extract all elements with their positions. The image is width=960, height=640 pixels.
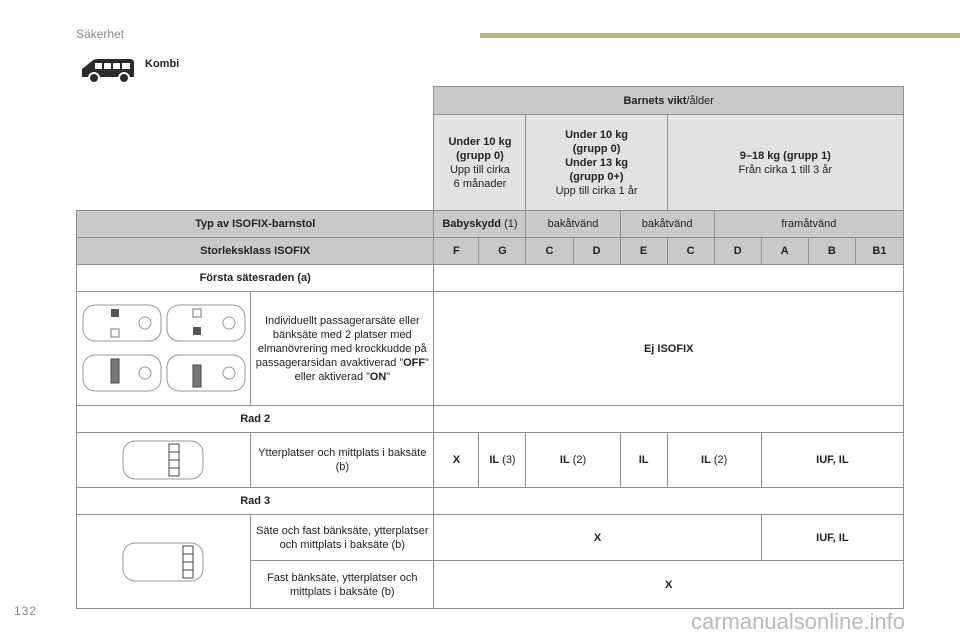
size-class: B1 <box>855 238 903 265</box>
weight-header: Barnets vikt/ålder <box>434 87 904 115</box>
size-class: B <box>808 238 855 265</box>
van-icon <box>80 55 136 85</box>
section-title: Säkerhet <box>76 27 125 41</box>
group-0-header: Under 10 kg (grupp 0) Upp till cirka 6 månader <box>434 115 526 211</box>
size-class: A <box>761 238 808 265</box>
row3-description-a: Säte och fast bänksäte, ytterplatser och mittplats i baksäte (b) <box>251 515 434 561</box>
forward-facing-cell: framåtvänd <box>714 211 903 238</box>
front-seat-diagrams <box>77 292 251 406</box>
car-seat-diagram-icon <box>81 301 247 397</box>
row3-value-a2: IUF, IL <box>761 515 903 561</box>
row3-seat-diagram <box>77 515 251 609</box>
variant-label: Kombi <box>145 58 180 70</box>
rear-facing-cell-1: bakåtvänd <box>526 211 620 238</box>
size-class: C <box>667 238 714 265</box>
row2-description: Ytterplatser och mittplats i baksäte (b) <box>251 433 434 488</box>
row2-seat-diagram <box>77 433 251 488</box>
row1-description: Individuellt passagerarsäte eller bänksäte med 2 platser med elmanövrering med krockkudde på passagerarsidan avaktiverad ”OFF” eller aktiverad ”ON” <box>251 292 434 406</box>
row2-value: IL (2) <box>526 433 620 488</box>
page-number: 132 <box>14 604 38 618</box>
car-seat-diagram-icon <box>121 539 207 585</box>
row2-value: IL (2) <box>667 433 761 488</box>
header-rule <box>480 33 960 38</box>
row1-heading: Första sätesraden (a) <box>77 265 434 292</box>
row2-value: IL <box>620 433 667 488</box>
row2-value: IUF, IL <box>761 433 903 488</box>
size-class: D <box>714 238 761 265</box>
row2-heading: Rad 2 <box>77 406 434 433</box>
size-class: G <box>479 238 526 265</box>
group-0plus-header: Under 10 kg (grupp 0) Under 13 kg (grupp 0+) Upp till cirka 1 år <box>526 115 667 211</box>
size-class: F <box>434 238 479 265</box>
size-class: D <box>573 238 620 265</box>
size-class: E <box>620 238 667 265</box>
row3-value-a1: X <box>434 515 761 561</box>
row2-value: IL (3) <box>479 433 526 488</box>
isofix-table <box>76 86 904 609</box>
row2-value: X <box>434 433 479 488</box>
rear-facing-cell-2: bakåtvänd <box>620 211 714 238</box>
type-row-label: Typ av ISOFIX-barnstol <box>77 211 434 238</box>
row3-heading: Rad 3 <box>77 488 434 515</box>
row1-value: Ej ISOFIX <box>434 292 904 406</box>
size-row-label: Storleksklass ISOFIX <box>77 238 434 265</box>
group-1-header: 9–18 kg (grupp 1) Från cirka 1 till 3 år <box>667 115 903 211</box>
car-seat-diagram-icon <box>121 437 207 483</box>
size-class: C <box>526 238 573 265</box>
row3-value-b: X <box>434 561 904 609</box>
babyskydd-cell: Babyskydd (1) <box>434 211 526 238</box>
watermark: carmanualsonline.info <box>691 609 906 634</box>
row3-description-b: Fast bänksäte, ytterplatser och mittplats i baksäte (b) <box>251 561 434 609</box>
